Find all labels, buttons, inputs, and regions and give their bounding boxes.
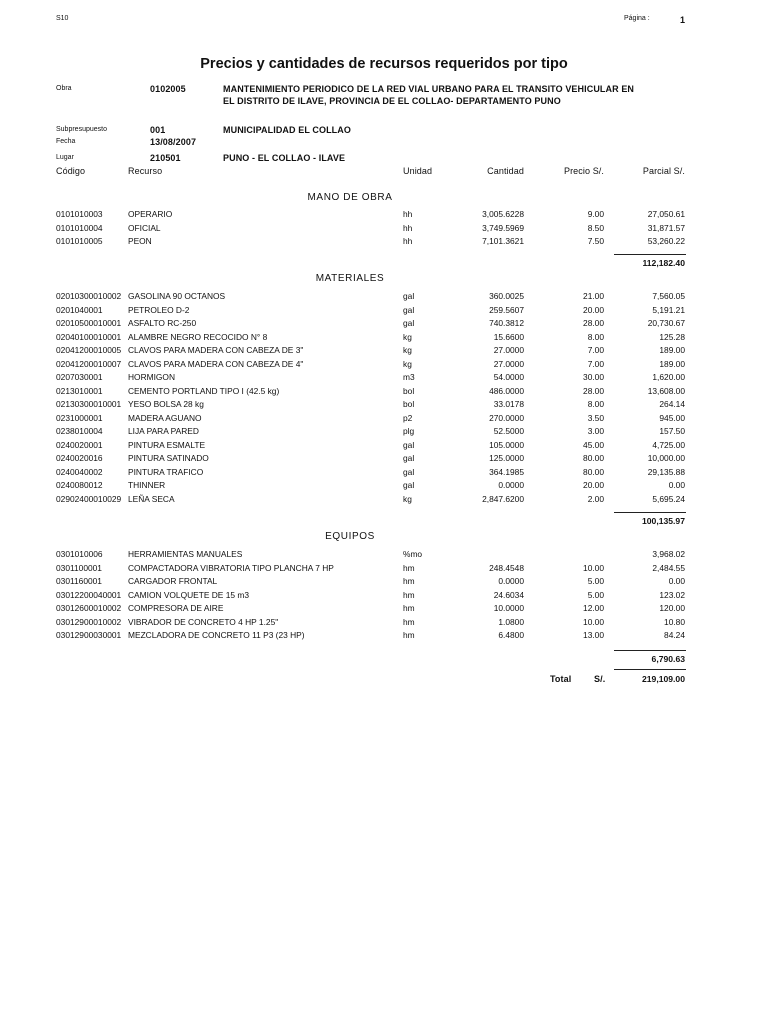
resource-unit: kg <box>403 345 412 355</box>
resource-partial: 20,730.67 <box>647 318 685 328</box>
resource-name: PEON <box>128 236 152 246</box>
section-title-mano-de-obra: MANO DE OBRA <box>307 192 393 203</box>
page-title: Precios y cantidades de recursos requeridos por tipo <box>200 56 568 72</box>
table-row <box>0 480 768 493</box>
resource-price: 8.00 <box>587 331 604 342</box>
resource-code: 0101010004 <box>56 222 103 233</box>
resource-code: 0238010004 <box>56 426 103 436</box>
resource-unit: m3 <box>403 372 415 382</box>
table-row <box>0 209 768 222</box>
resource-name: THINNER <box>128 480 166 490</box>
section-title-equipos: EQUIPOS <box>325 531 375 542</box>
lugar-code: 210501 <box>150 153 181 163</box>
resource-price: 12.00 <box>583 603 604 613</box>
table-row <box>0 413 768 426</box>
resource-code: 0301010006 <box>56 549 103 559</box>
resource-unit: hh <box>403 236 413 246</box>
lugar-description: PUNO - EL COLLAO - ILAVE <box>223 153 346 163</box>
resource-partial: 5,191.21 <box>652 304 685 315</box>
resource-name: CLAVOS PARA MADERA CON CABEZA DE 4" <box>128 358 304 369</box>
resource-partial: 31,871.57 <box>647 222 685 233</box>
resource-quantity: 270.0000 <box>489 412 524 423</box>
resource-partial: 4,725.00 <box>652 439 685 450</box>
table-row <box>0 603 768 616</box>
resource-partial: 10.80 <box>664 616 685 627</box>
resource-code: 0301100001 <box>56 562 102 573</box>
table-row <box>0 467 768 480</box>
fecha-value: 13/08/2007 <box>150 137 197 147</box>
resource-name: LEÑA SECA <box>128 493 175 504</box>
table-row <box>0 453 768 466</box>
col-header-codigo: Código <box>56 166 86 176</box>
resource-name: VIBRADOR DE CONCRETO 4 HP 1.25" <box>128 616 279 627</box>
resource-price: 7.00 <box>587 358 604 369</box>
page-label: Página : <box>624 15 650 22</box>
table-row <box>0 494 768 507</box>
resource-quantity: 360.0025 <box>489 291 524 301</box>
resource-price: 2.00 <box>587 493 604 504</box>
resource-quantity: 3,005.6228 <box>482 209 524 219</box>
table-row <box>0 223 768 236</box>
resource-code: 0231000001 <box>56 412 103 423</box>
resource-partial: 1,620.00 <box>652 372 685 382</box>
subtotal-equipos: 6,790.63 <box>651 654 685 664</box>
resource-unit: gal <box>403 480 415 490</box>
resource-name: PINTURA TRAFICO <box>128 466 204 477</box>
total-label: Total <box>550 674 572 684</box>
resource-unit: bol <box>403 385 415 396</box>
resource-unit: hm <box>403 603 415 613</box>
subpresupuesto-code: 001 <box>150 125 166 135</box>
resource-unit: hm <box>403 630 415 640</box>
resource-name: OPERARIO <box>128 209 173 219</box>
resource-partial: 0.00 <box>668 576 685 586</box>
resource-partial: 189.00 <box>659 358 685 369</box>
table-row <box>0 291 768 304</box>
resource-partial: 84.24 <box>664 630 685 640</box>
resource-unit: %mo <box>403 549 423 559</box>
resource-partial: 7,560.05 <box>652 291 685 301</box>
resource-price: 80.00 <box>583 466 604 477</box>
resource-partial: 189.00 <box>659 345 685 355</box>
resource-code: 03012200040001 <box>56 589 122 600</box>
resource-price: 20.00 <box>583 480 604 490</box>
resource-partial: 264.14 <box>659 399 685 409</box>
table-row <box>0 630 768 643</box>
resource-code: 0213010001 <box>56 385 103 396</box>
page-number: 1 <box>680 15 686 25</box>
table-row <box>0 563 768 576</box>
resource-partial: 3,968.02 <box>652 549 685 559</box>
col-header-parcial: Parcial S/. <box>642 166 685 176</box>
resource-name: CLAVOS PARA MADERA CON CABEZA DE 3" <box>128 345 304 355</box>
resource-price: 5.00 <box>587 576 604 586</box>
resource-partial: 5,695.24 <box>652 493 685 504</box>
subtotal-divider <box>614 650 686 651</box>
table-row <box>0 332 768 345</box>
resource-price: 9.00 <box>587 209 604 219</box>
resource-name: HORMIGON <box>128 372 175 382</box>
resource-code: 03012900030001 <box>56 630 122 640</box>
resource-price: 5.00 <box>587 589 604 600</box>
resource-name: PINTURA ESMALTE <box>128 439 206 450</box>
resource-code: 02040100010001 <box>56 331 122 342</box>
resource-partial: 120.00 <box>659 603 685 613</box>
table-row <box>0 617 768 630</box>
resource-unit: hm <box>403 589 415 600</box>
resource-price: 3.00 <box>587 426 604 436</box>
resource-quantity: 0.0000 <box>498 576 524 586</box>
resource-quantity: 125.0000 <box>489 453 524 463</box>
resource-quantity: 27.0000 <box>493 345 524 355</box>
subpresupuesto-description: MUNICIPALIDAD EL COLLAO <box>223 125 351 135</box>
resource-partial: 0.00 <box>668 480 685 490</box>
resource-quantity: 1.0800 <box>498 616 524 627</box>
resource-unit: hh <box>403 209 413 219</box>
subtotal-materiales: 100,135.97 <box>641 516 685 526</box>
resource-quantity: 27.0000 <box>493 358 524 369</box>
resource-partial: 945.00 <box>659 412 685 423</box>
resource-unit: bol <box>403 399 415 409</box>
resource-name: MADERA AGUANO <box>128 412 202 423</box>
resource-code: 02130300010001 <box>56 399 122 409</box>
resource-quantity: 248.4548 <box>489 562 524 573</box>
resource-unit: hm <box>403 576 415 586</box>
resource-unit: hh <box>403 222 413 233</box>
resource-name: MEZCLADORA DE CONCRETO 11 P3 (23 HP) <box>128 630 305 640</box>
resource-price: 10.00 <box>583 616 604 627</box>
resource-price: 8.00 <box>587 399 604 409</box>
resource-quantity: 15.6600 <box>493 331 524 342</box>
resource-code: 0240080012 <box>56 480 103 490</box>
subtotal-mano-de-obra: 112,182.40 <box>642 258 685 268</box>
resource-name: COMPRESORA DE AIRE <box>128 603 224 613</box>
resource-quantity: 0.0000 <box>498 480 524 490</box>
table-row <box>0 440 768 453</box>
resource-name: CAMION VOLQUETE DE 15 m3 <box>128 589 249 600</box>
resource-partial: 13,608.00 <box>647 385 685 396</box>
resource-name: OFICIAL <box>128 222 161 233</box>
resource-partial: 157.50 <box>659 426 685 436</box>
total-currency: S/. <box>594 674 606 684</box>
resource-price: 28.00 <box>583 318 604 328</box>
resource-name: YESO BOLSA 28 kg <box>128 399 204 409</box>
resource-code: 03012600010002 <box>56 603 122 613</box>
col-header-recurso: Recurso <box>128 166 163 176</box>
obra-code: 0102005 <box>150 84 186 94</box>
lugar-label: Lugar <box>56 154 74 161</box>
resource-name: CARGADOR FRONTAL <box>128 576 218 586</box>
obra-label: Obra <box>56 85 72 92</box>
resource-name: HERRAMIENTAS MANUALES <box>128 549 243 559</box>
subtotal-divider <box>614 254 686 255</box>
resource-quantity: 486.0000 <box>489 385 524 396</box>
resource-name: PINTURA SATINADO <box>128 453 209 463</box>
col-header-unidad: Unidad <box>403 166 433 176</box>
resource-quantity: 52.5000 <box>493 426 524 436</box>
resource-code: 02041200010005 <box>56 345 122 355</box>
resource-name: PETROLEO D-2 <box>128 304 190 315</box>
resource-code: 02041200010007 <box>56 358 122 369</box>
resource-code: 0201040001 <box>56 304 103 315</box>
resource-code: 0301160001 <box>56 576 102 586</box>
col-header-precio: Precio S/. <box>563 166 604 176</box>
resource-price: 80.00 <box>583 453 604 463</box>
resource-name: COMPACTADORA VIBRATORIA TIPO PLANCHA 7 HP <box>128 562 334 573</box>
total-divider <box>614 669 686 670</box>
table-row <box>0 426 768 439</box>
resource-unit: kg <box>403 358 412 369</box>
resource-quantity: 10.0000 <box>493 603 524 613</box>
resource-unit: gal <box>403 304 415 315</box>
table-row <box>0 345 768 358</box>
resource-code: 02010500010001 <box>56 318 122 328</box>
resource-unit: plg <box>403 426 415 436</box>
resource-partial: 29,135.88 <box>647 466 685 477</box>
subpresupuesto-label: Subpresupuesto <box>56 126 107 133</box>
resource-code: 03012900010002 <box>56 616 122 627</box>
resource-code: 0240020001 <box>56 439 103 450</box>
resource-unit: gal <box>403 318 415 328</box>
resource-code: 0240040002 <box>56 466 103 477</box>
resource-code: 02902400010029 <box>56 493 122 504</box>
resource-quantity: 54.0000 <box>493 372 524 382</box>
col-header-cantidad: Cantidad <box>487 166 524 176</box>
table-row <box>0 359 768 372</box>
resource-quantity: 3,749.5969 <box>482 222 524 233</box>
resource-code: 0101010003 <box>56 209 103 219</box>
resource-price: 10.00 <box>583 562 604 573</box>
section-title-materiales: MATERIALES <box>315 273 385 284</box>
resource-unit: gal <box>403 453 415 463</box>
table-row <box>0 399 768 412</box>
resource-unit: gal <box>403 439 415 450</box>
resource-unit: kg <box>403 331 412 342</box>
resource-price: 3.50 <box>587 412 604 423</box>
resource-unit: hm <box>403 616 415 627</box>
resource-price: 30.00 <box>583 372 604 382</box>
resource-quantity: 105.0000 <box>489 439 524 450</box>
resource-quantity: 24.6034 <box>493 589 524 600</box>
table-row <box>0 576 768 589</box>
resource-code: 0240020016 <box>56 453 103 463</box>
resource-unit: hm <box>403 562 415 573</box>
resource-price: 20.00 <box>583 304 604 315</box>
resource-partial: 27,050.61 <box>647 209 685 219</box>
resource-partial: 2,484.55 <box>652 562 685 573</box>
report-code: S10 <box>56 15 69 22</box>
resource-price: 8.50 <box>587 222 604 233</box>
resource-name: ALAMBRE NEGRO RECOCIDO N° 8 <box>128 331 268 342</box>
resource-quantity: 740.3812 <box>489 318 524 328</box>
resource-quantity: 259.5607 <box>489 304 524 315</box>
resource-partial: 10,000.00 <box>647 453 685 463</box>
resource-quantity: 364.1985 <box>489 466 524 477</box>
table-row <box>0 318 768 331</box>
resource-unit: gal <box>403 466 415 477</box>
table-row <box>0 305 768 318</box>
resource-name: ASFALTO RC-250 <box>128 318 197 328</box>
resource-code: 02010300010002 <box>56 291 122 301</box>
resource-name: CEMENTO PORTLAND TIPO I (42.5 kg) <box>128 385 280 396</box>
table-row <box>0 372 768 385</box>
resource-code: 0207030001 <box>56 372 103 382</box>
resource-unit: kg <box>403 493 412 504</box>
resource-quantity: 33.0178 <box>493 399 524 409</box>
resource-quantity: 7,101.3621 <box>482 236 524 246</box>
obra-description-line1: MANTENIMIENTO PERIODICO DE LA RED VIAL URBANO PARA EL TRANSITO VEHICULAR EN <box>223 84 635 94</box>
resource-price: 13.00 <box>583 630 604 640</box>
resource-price: 45.00 <box>583 439 604 450</box>
subtotal-divider <box>614 512 686 513</box>
resource-unit: gal <box>403 291 415 301</box>
table-row <box>0 386 768 399</box>
table-row <box>0 549 768 562</box>
resource-partial: 123.02 <box>659 589 685 600</box>
resource-partial: 53,260.22 <box>647 236 685 246</box>
resource-price: 7.00 <box>587 345 604 355</box>
resource-quantity: 2,847.6200 <box>482 493 524 504</box>
total-value: 219,109.00 <box>641 674 685 684</box>
resource-price: 7.50 <box>587 236 604 246</box>
resource-name: GASOLINA 90 OCTANOS <box>128 291 226 301</box>
resource-name: LIJA PARA PARED <box>128 426 199 436</box>
resource-partial: 125.28 <box>659 331 685 342</box>
resource-price: 21.00 <box>583 291 604 301</box>
resource-price: 28.00 <box>583 385 604 396</box>
obra-description-line2: EL DISTRITO DE ILAVE, PROVINCIA DE EL COLLAO- DEPARTAMENTO PUNO <box>223 96 561 106</box>
resource-quantity: 6.4800 <box>498 630 524 640</box>
table-row <box>0 236 768 249</box>
resource-code: 0101010005 <box>56 236 103 246</box>
resource-unit: p2 <box>403 412 413 423</box>
table-row <box>0 590 768 603</box>
fecha-label: Fecha <box>56 138 76 145</box>
